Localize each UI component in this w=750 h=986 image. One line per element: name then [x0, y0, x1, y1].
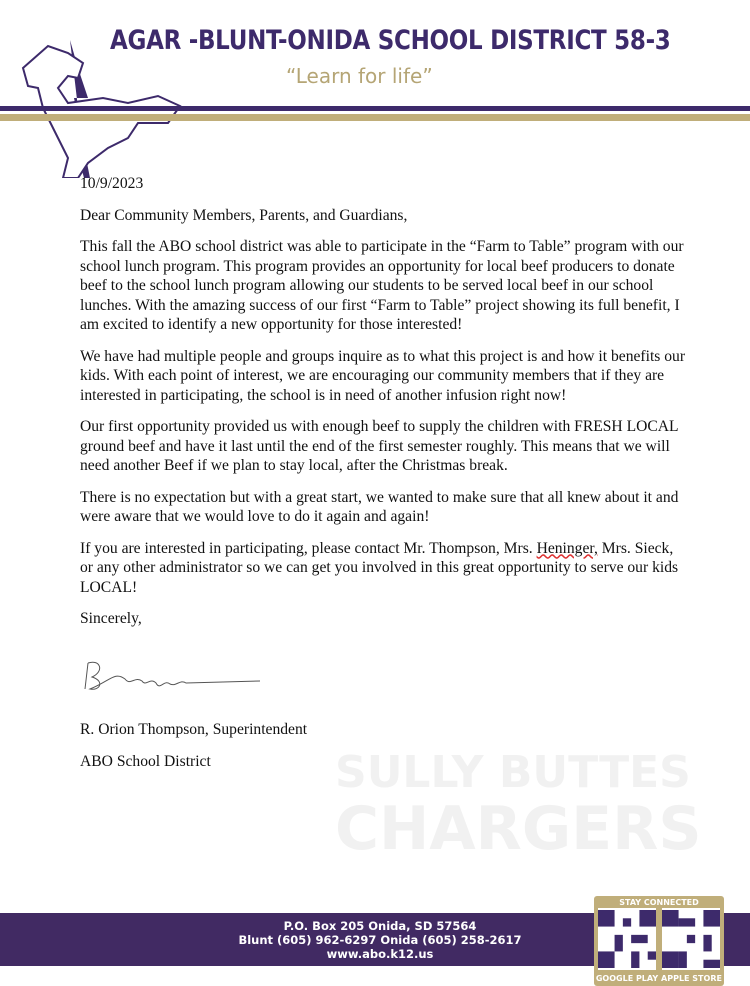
stay-connected-label: STAY CONNECTED: [619, 898, 699, 907]
header-rule-purple: [0, 106, 750, 111]
signer-org: ABO School District: [80, 752, 211, 770]
letter-body: [80, 174, 690, 783]
letter-date: 10/9/2023: [80, 175, 144, 192]
paragraph-1: This fall the ABO school district was able to participate in the “Farm to Table” program with our school lunch program. This program provides an opportunity for local beef producers to donate beef to the school lunch program allowing our students to be served local beef in our school lunches. With the amazing success of our first “Farm to Table” project showing its full benefit, I am excited to identify a new opportunity for those interested!: [80, 238, 684, 333]
paragraph-5: [80, 539, 690, 598]
paragraph-2: We have had multiple people and groups inquire as to what this project is and how it benefits our kids. With each point of interest, we are encouraging our community members that if they are interested in participating, the school is in need of another infusion right now!: [80, 347, 686, 404]
misspelled-name: Heninger,: [536, 539, 598, 557]
google-play-label: GOOGLE PLAY: [595, 974, 659, 983]
footer-phones: Blunt (605) 962-6297 Onida (605) 258-2617: [238, 933, 522, 947]
paragraph-3: Our first opportunity provided us with enough beef to supply the children with FRESH LOCAL ground beef and have it last until the end of the first semester roughly. This means that we will need another Beef if we plan to stay local, after the Christmas break.: [80, 418, 678, 474]
google-play-qr-code[interactable]: [598, 908, 656, 970]
apple-store-qr-code[interactable]: [662, 908, 720, 970]
district-motto: “Learn for life”: [286, 64, 433, 88]
watermark-line2: CHARGERS: [335, 794, 702, 864]
watermark-line1: SULLY BUTTES: [335, 747, 691, 798]
footer-address: P.O. Box 205 Onida, SD 57564: [283, 919, 477, 933]
stay-connected-box: [594, 896, 724, 986]
signature: [80, 651, 280, 701]
footer-website[interactable]: www.abo.k12.us: [326, 947, 434, 961]
header-rule-gold: [0, 114, 750, 121]
letter-closing: Sincerely,: [80, 610, 142, 627]
letter-salutation: Dear Community Members, Parents, and Guardians,: [80, 206, 408, 224]
signer-name: R. Orion Thompson, Superintendent: [80, 721, 308, 738]
paragraph-4: There is no expectation but with a great start, we wanted to make sure that all knew about it and were aware that we would love to do it again and again!: [80, 488, 679, 525]
paragraph-5-text-b: Mrs. Sieck, or any other administrator so we can get you involved in this great opportunity to serve our kids LOCAL!: [80, 539, 679, 596]
apple-store-label: APPLE STORE: [661, 974, 722, 983]
paragraph-5-text-a: If you are interested in participating, please contact Mr. Thompson, Mrs.: [80, 539, 537, 557]
district-title: AGAR -BLUNT-ONIDA SCHOOL DISTRICT 58-3: [110, 26, 671, 56]
